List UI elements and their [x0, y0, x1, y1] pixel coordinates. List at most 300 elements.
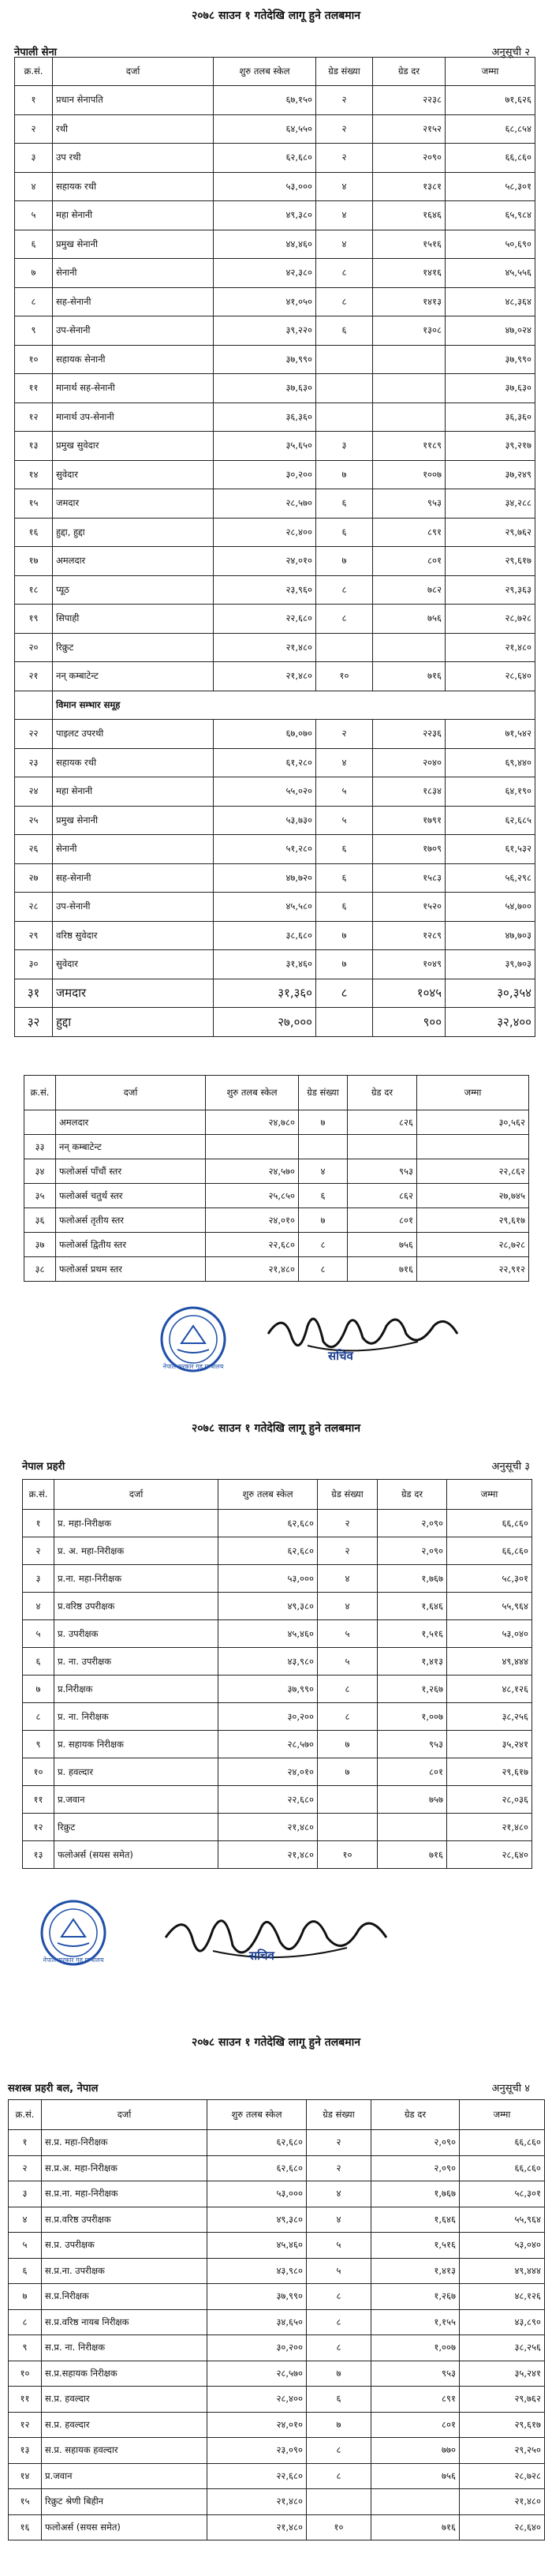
- table-cell: ७: [23, 1676, 54, 1703]
- table-row: [23, 1814, 532, 1841]
- table-cell: ३७: [24, 1233, 56, 1257]
- table-row: [23, 1648, 532, 1676]
- table-cell: ३: [15, 144, 53, 173]
- table-cell: स.प्र.निरीक्षक: [42, 2284, 207, 2310]
- table-cell: [318, 1786, 378, 1814]
- table-cell: ५३,०००: [218, 1565, 318, 1593]
- column-header: दर्जा: [54, 1480, 218, 1510]
- table-cell: २९: [15, 921, 53, 950]
- apf-name: सशस्त्र प्रहरी बल, नेपाल: [8, 2083, 99, 2095]
- column-header: जम्मा: [447, 1480, 532, 1510]
- table-cell: २: [316, 144, 373, 173]
- table-cell: ८९१: [373, 518, 446, 547]
- table-cell: [316, 633, 373, 662]
- column-header: दर्जा: [42, 2100, 207, 2130]
- table-cell: १: [23, 1510, 54, 1537]
- table-cell: उप-सेनानी: [53, 316, 214, 346]
- table-cell: १३: [9, 2438, 42, 2464]
- table-cell: ३१,४६०: [214, 950, 316, 979]
- table-cell: २४,०१०: [206, 1208, 299, 1233]
- table-cell: ३२: [15, 1008, 53, 1037]
- table-cell: उप-सेनानी: [53, 893, 214, 922]
- table-header-row: [23, 1480, 532, 1510]
- table-cell: ५५,९६४: [447, 1593, 532, 1620]
- table-row: [23, 1703, 532, 1731]
- table-cell: [373, 633, 446, 662]
- table-cell: फलोअर्स प्रथम स्तर: [56, 1257, 206, 1282]
- table-cell: ६: [316, 863, 373, 893]
- table-cell: २०९०: [373, 144, 446, 173]
- table-cell: १२: [15, 402, 53, 432]
- table-cell: १२८९: [373, 921, 446, 950]
- table-cell: २,०९०: [371, 2130, 460, 2156]
- table-cell: १०४९: [373, 950, 446, 979]
- table-cell: ४: [23, 1593, 54, 1620]
- table-cell: ६४,५५०: [214, 114, 316, 144]
- table-cell: ४४,४६०: [214, 230, 316, 259]
- table-cell: ३४: [24, 1159, 56, 1184]
- table-cell: २९,३६३: [446, 575, 535, 605]
- table-cell: १,६४६: [371, 2207, 460, 2233]
- table-cell: ४९,३८०: [207, 2207, 307, 2233]
- table-cell: ४५,५८०: [214, 893, 316, 922]
- table-row: [24, 1233, 529, 1257]
- table-row: [15, 374, 535, 403]
- table-row: [15, 863, 535, 893]
- table-cell: [417, 1135, 529, 1159]
- table-row: [15, 259, 535, 288]
- table-cell: ७१६: [378, 1841, 447, 1869]
- signature-2: [158, 1902, 402, 1973]
- table-cell: ६: [316, 489, 373, 519]
- table-cell: ५०,६९०: [446, 230, 535, 259]
- table-cell: २७,०००: [214, 1008, 316, 1037]
- police-name: नेपाल प्रहरी: [22, 1461, 65, 1473]
- table-cell: २२३८: [373, 86, 446, 115]
- table-cell: [316, 1008, 373, 1037]
- table-cell: २७,७४५: [417, 1184, 529, 1208]
- table-cell: [206, 1135, 299, 1159]
- table-cell: २८,५७०: [214, 489, 316, 519]
- table-cell: ७७०: [371, 2438, 460, 2464]
- table-cell: [15, 691, 53, 720]
- table-cell: २८,५७०: [218, 1731, 318, 1758]
- table-cell: १२: [9, 2412, 42, 2438]
- table-row: [9, 2489, 545, 2515]
- table-row: [15, 575, 535, 605]
- apf-salary-table: [8, 2099, 545, 2540]
- table-cell: १,२६७: [371, 2284, 460, 2310]
- table-cell: जमदार: [53, 979, 214, 1008]
- table-cell: २: [15, 114, 53, 144]
- table-cell: १,५१६: [378, 1620, 447, 1648]
- table-cell: प्र.जवान: [42, 2463, 207, 2489]
- table-cell: ६: [316, 835, 373, 864]
- table-cell: २१,४८०: [447, 1814, 532, 1841]
- table-cell: ८२६: [348, 1110, 417, 1135]
- table-cell: १२: [23, 1814, 54, 1841]
- table-cell: ८: [307, 2284, 371, 2310]
- table-cell: ३०,२००: [214, 460, 316, 489]
- table-cell: ११: [15, 374, 53, 403]
- table-cell: २१,४८०: [218, 1841, 318, 1869]
- table-cell: ५३,०००: [207, 2181, 307, 2207]
- table-cell: २३,०९०: [207, 2438, 307, 2464]
- table-cell: ४८,१२६: [447, 1676, 532, 1703]
- svg-text:नेपाल सरकार गृह मन्त्रालय: नेपाल सरकार गृह मन्त्रालय: [162, 1363, 224, 1370]
- table-cell: [318, 1814, 378, 1841]
- table-cell: रथी: [53, 114, 214, 144]
- table-cell: [316, 345, 373, 374]
- table-cell: ३८,२५६: [460, 2335, 545, 2361]
- table-cell: २१५२: [373, 114, 446, 144]
- table-cell: प्र. सहायक निरीक्षक: [54, 1731, 218, 1758]
- table-cell: ४: [318, 1565, 378, 1593]
- table-cell: १७: [15, 547, 53, 576]
- table-cell: [378, 1814, 447, 1841]
- table-cell: प्र.निरीक्षक: [54, 1676, 218, 1703]
- table-cell: ४७,०२४: [446, 316, 535, 346]
- table-cell: १०: [9, 2361, 42, 2387]
- table-cell: २५,८५०: [206, 1184, 299, 1208]
- table-cell: ४: [307, 2181, 371, 2207]
- table-cell: ६१,२८०: [214, 748, 316, 777]
- table-cell: ३७,९९०: [207, 2284, 307, 2310]
- table-cell: २८,६४०: [446, 662, 535, 691]
- table-cell: १७०९: [373, 835, 446, 864]
- column-header: शुरु तलब स्केल: [207, 2100, 307, 2130]
- table-cell: स.प्र. उपरीक्षक: [42, 2233, 207, 2259]
- police-heading: २०७८ साउन १ गतेदेखि लागू हुने तलबमान: [192, 1422, 360, 1435]
- table-cell: २८,०३६: [447, 1786, 532, 1814]
- table-cell: ४५,५५६: [446, 259, 535, 288]
- table-row: [24, 1135, 529, 1159]
- table-cell: १,७६७: [371, 2181, 460, 2207]
- table-cell: १०: [23, 1758, 54, 1786]
- table-cell: ८: [316, 605, 373, 634]
- table-cell: ९: [9, 2335, 42, 2361]
- table-cell: ९: [23, 1731, 54, 1758]
- table-cell: ४: [299, 1159, 348, 1184]
- table-cell: फलोअर्स (सयस समेत): [54, 1841, 218, 1869]
- table-row: [9, 2361, 545, 2387]
- table-cell: प्र. अ. महा-निरीक्षक: [54, 1537, 218, 1565]
- table-cell: २८,७२८: [460, 2463, 545, 2489]
- table-cell: ११: [23, 1786, 54, 1814]
- table-cell: ८: [307, 2438, 371, 2464]
- table-cell: ५: [318, 1620, 378, 1648]
- table-cell: १,६४६: [378, 1593, 447, 1620]
- table-cell: ४: [15, 172, 53, 201]
- table-cell: २२: [15, 720, 53, 749]
- table-cell: १९: [15, 605, 53, 634]
- table-row: [9, 2233, 545, 2259]
- table-cell: २४,०१०: [207, 2412, 307, 2438]
- ministry-seal-1: [158, 1304, 229, 1375]
- table-cell: २३: [15, 748, 53, 777]
- table-cell: ३८,६८०: [214, 921, 316, 950]
- table-cell: जमदार: [53, 489, 214, 519]
- table-cell: २१,४८०: [446, 633, 535, 662]
- table-cell: ३०,३५४: [446, 979, 535, 1008]
- table-cell: फलोअर्स तृतीय स्तर: [56, 1208, 206, 1233]
- table-cell: ५: [316, 806, 373, 835]
- table-cell: १६४६: [373, 201, 446, 230]
- table-cell: प्रमुख सेनानी: [53, 230, 214, 259]
- table-row: [15, 835, 535, 864]
- table-row: [15, 921, 535, 950]
- table-row: [9, 2155, 545, 2181]
- table-cell: ८: [307, 2309, 371, 2335]
- table-row: [9, 2258, 545, 2284]
- table-row: [15, 518, 535, 547]
- table-row: [15, 345, 535, 374]
- table-cell: ७: [307, 2412, 371, 2438]
- table-cell: २२,९१२: [417, 1257, 529, 1282]
- table-cell: रिक्रुट श्रेणी बिहीन: [42, 2489, 207, 2515]
- table-cell: प्र.ना. महा-निरीक्षक: [54, 1565, 218, 1593]
- table-cell: ३७,६३०: [446, 374, 535, 403]
- column-header: ग्रेड संख्या: [318, 1480, 378, 1510]
- table-cell: ८: [316, 259, 373, 288]
- table-cell: ५८,३०१: [446, 172, 535, 201]
- table-cell: २९,६१७: [417, 1208, 529, 1233]
- table-cell: ७: [316, 547, 373, 576]
- table-cell: ७: [307, 2361, 371, 2387]
- column-header: ग्रेड दर: [348, 1076, 417, 1110]
- table-cell: १: [9, 2130, 42, 2156]
- table-cell: सहायक रथी: [53, 172, 214, 201]
- table-cell: ६२,६८०: [218, 1537, 318, 1565]
- table-cell: ५: [9, 2233, 42, 2259]
- table-row: [24, 1208, 529, 1233]
- police-salary-table: [22, 1479, 532, 1869]
- table-row: [9, 2387, 545, 2413]
- column-header: जम्मा: [446, 58, 535, 86]
- table-cell: ६२,६८०: [207, 2155, 307, 2181]
- table-cell: स.प्र.ना. महा-निरीक्षक: [42, 2181, 207, 2207]
- table-cell: ३४,२८८: [446, 489, 535, 519]
- table-cell: ७१,६२६: [446, 86, 535, 115]
- column-header: ग्रेड संख्या: [307, 2100, 371, 2130]
- table-cell: ८: [299, 1257, 348, 1282]
- table-cell: ५५,९६४: [460, 2207, 545, 2233]
- table-cell: १४: [9, 2463, 42, 2489]
- table-cell: १५१६: [373, 230, 446, 259]
- table-cell: फलोअर्स पाँचौं स्तर: [56, 1159, 206, 1184]
- table-cell: ५: [23, 1620, 54, 1648]
- secretary-title-1: सचिव: [328, 1349, 353, 1363]
- table-cell: ५: [307, 2258, 371, 2284]
- table-row: [15, 230, 535, 259]
- table-row: [24, 1184, 529, 1208]
- table-row: [9, 2130, 545, 2156]
- table-cell: २४,७८०: [206, 1110, 299, 1135]
- table-cell: १३: [15, 432, 53, 461]
- table-cell: २८,७२८: [446, 605, 535, 634]
- table-cell: ६: [316, 518, 373, 547]
- table-cell: ८०१: [378, 1758, 447, 1786]
- table-cell: ४९,४४४: [447, 1648, 532, 1676]
- table-row: [9, 2438, 545, 2464]
- secretary-title-2: सचिव: [249, 1949, 274, 1963]
- table-row: [15, 201, 535, 230]
- table-cell: ४: [316, 201, 373, 230]
- table-cell: रिक्रुट: [53, 633, 214, 662]
- table-cell: ७५६: [373, 605, 446, 634]
- table-cell: २२,६८०: [214, 605, 316, 634]
- army-continuation-table: [24, 1075, 529, 1282]
- table-cell: ८०१: [373, 547, 446, 576]
- table-row: [15, 287, 535, 316]
- table-row: [23, 1537, 532, 1565]
- table-cell: ५: [307, 2233, 371, 2259]
- table-cell: ३५: [24, 1184, 56, 1208]
- table-cell: ४: [316, 748, 373, 777]
- table-cell: २१,४८०: [206, 1257, 299, 1282]
- table-row: [23, 1841, 532, 1869]
- table-cell: ९: [15, 316, 53, 346]
- table-cell: १८: [15, 575, 53, 605]
- table-cell: ६८,८५४: [446, 114, 535, 144]
- table-cell: ३२,४००: [446, 1008, 535, 1037]
- table-cell: २१,४८०: [214, 633, 316, 662]
- table-cell: ९५३: [378, 1731, 447, 1758]
- table-row: [24, 1110, 529, 1135]
- column-header: ग्रेड दर: [371, 2100, 460, 2130]
- column-header: ग्रेड दर: [378, 1480, 447, 1510]
- table-cell: १५२०: [373, 893, 446, 922]
- group-row: [15, 691, 535, 720]
- table-cell: ८: [318, 1703, 378, 1731]
- table-cell: प्रमुख सेनानी: [53, 806, 214, 835]
- table-cell: २: [316, 114, 373, 144]
- table-cell: १४: [15, 460, 53, 489]
- table-cell: १५: [9, 2489, 42, 2515]
- table-cell: ४: [9, 2207, 42, 2233]
- table-cell: १७९१: [373, 806, 446, 835]
- column-header: दर्जा: [56, 1076, 206, 1110]
- table-cell: ७: [15, 259, 53, 288]
- table-cell: १८३४: [373, 777, 446, 807]
- table-cell: ६: [9, 2258, 42, 2284]
- table-cell: सहायक रथी: [53, 748, 214, 777]
- table-cell: ६: [316, 316, 373, 346]
- table-cell: ६: [299, 1184, 348, 1208]
- table-cell: २८: [15, 893, 53, 922]
- table-cell: ५४,७००: [446, 893, 535, 922]
- table-cell: २४,०१०: [214, 547, 316, 576]
- table-cell: १: [15, 86, 53, 115]
- table-cell: स.प्र. सहायक हवल्दार: [42, 2438, 207, 2464]
- table-cell: प्र. ना. निरीक्षक: [54, 1703, 218, 1731]
- table-row: [15, 86, 535, 115]
- table-cell: ३८,२५६: [447, 1703, 532, 1731]
- table-cell: ४७,७०३: [446, 921, 535, 950]
- table-cell: ६२,६८०: [207, 2130, 307, 2156]
- table-cell: ६२,६८०: [214, 144, 316, 173]
- army-annex: अनुसूची २: [491, 47, 530, 58]
- table-cell: प्र. महा-निरीक्षक: [54, 1510, 218, 1537]
- army-salary-table: [14, 57, 535, 1037]
- table-cell: २५: [15, 806, 53, 835]
- table-cell: [373, 345, 446, 374]
- table-cell: ६९,४४०: [446, 748, 535, 777]
- table-row: [15, 979, 535, 1008]
- table-cell: १,००७: [378, 1703, 447, 1731]
- table-cell: २: [316, 86, 373, 115]
- table-cell: १४१६: [373, 259, 446, 288]
- police-annex: अनुसूची ३: [491, 1461, 530, 1473]
- table-cell: ६७,०७०: [214, 720, 316, 749]
- table-cell: ७१,५४२: [446, 720, 535, 749]
- table-cell: ८: [316, 575, 373, 605]
- column-header: ग्रेड संख्या: [316, 58, 373, 86]
- table-cell: ११: [9, 2387, 42, 2413]
- table-cell: ४९,३८०: [214, 201, 316, 230]
- army-name: नेपाली सेना: [14, 47, 58, 58]
- table-cell: ६: [23, 1648, 54, 1676]
- table-cell: ५३,७३०: [214, 806, 316, 835]
- table-cell: २४,०१०: [218, 1758, 318, 1786]
- table-cell: ८९१: [371, 2387, 460, 2413]
- table-cell: ३१: [15, 979, 53, 1008]
- table-cell: ४: [318, 1593, 378, 1620]
- table-cell: महा सेनानी: [53, 201, 214, 230]
- table-cell: ९५३: [371, 2361, 460, 2387]
- ministry-seal-2: [38, 1897, 109, 1968]
- table-cell: २८,६४०: [460, 2514, 545, 2540]
- table-row: [9, 2412, 545, 2438]
- table-cell: अमलदार: [53, 547, 214, 576]
- table-cell: ८: [15, 287, 53, 316]
- table-cell: १०: [318, 1841, 378, 1869]
- signature-1: [260, 1302, 473, 1365]
- column-header: क्र.सं.: [24, 1076, 56, 1110]
- table-cell: ६६,८६०: [460, 2155, 545, 2181]
- table-cell: प्र. हवल्दार: [54, 1758, 218, 1786]
- column-header: शुरु तलब स्केल: [206, 1076, 299, 1110]
- table-cell: ३१,३६०: [214, 979, 316, 1008]
- table-cell: पाइलट उपरथी: [53, 720, 214, 749]
- table-cell: ३५,२४१: [447, 1731, 532, 1758]
- table-row: [15, 402, 535, 432]
- table-cell: नन् कम्बाटेन्ट: [56, 1135, 206, 1159]
- table-cell: १०४५: [373, 979, 446, 1008]
- table-cell: १०: [316, 662, 373, 691]
- table-cell: ८: [23, 1703, 54, 1731]
- column-header: ग्रेड संख्या: [299, 1076, 348, 1110]
- section-heading: २०७८ साउन १ गतेदेखि लागू हुने तलबमान: [192, 9, 360, 22]
- table-cell: ४७,७२०: [214, 863, 316, 893]
- table-cell: २९,७६२: [460, 2387, 545, 2413]
- table-cell: ३०: [15, 950, 53, 979]
- table-cell: ९५३: [373, 489, 446, 519]
- column-header: दर्जा: [53, 58, 214, 86]
- table-cell: ४: [307, 2207, 371, 2233]
- table-cell: ७५७: [378, 1786, 447, 1814]
- table-row: [9, 2207, 545, 2233]
- table-cell: ७५६: [371, 2463, 460, 2489]
- table-cell: ९००: [373, 1008, 446, 1037]
- table-cell: ६१,५३२: [446, 835, 535, 864]
- table-cell: १,७६७: [378, 1565, 447, 1593]
- apf-annex: अनुसूची ४: [491, 2083, 530, 2095]
- table-cell: ३८: [24, 1257, 56, 1282]
- table-header-row: [9, 2100, 545, 2130]
- table-cell: ७१६: [373, 662, 446, 691]
- table-cell: ४९,३८०: [218, 1593, 318, 1620]
